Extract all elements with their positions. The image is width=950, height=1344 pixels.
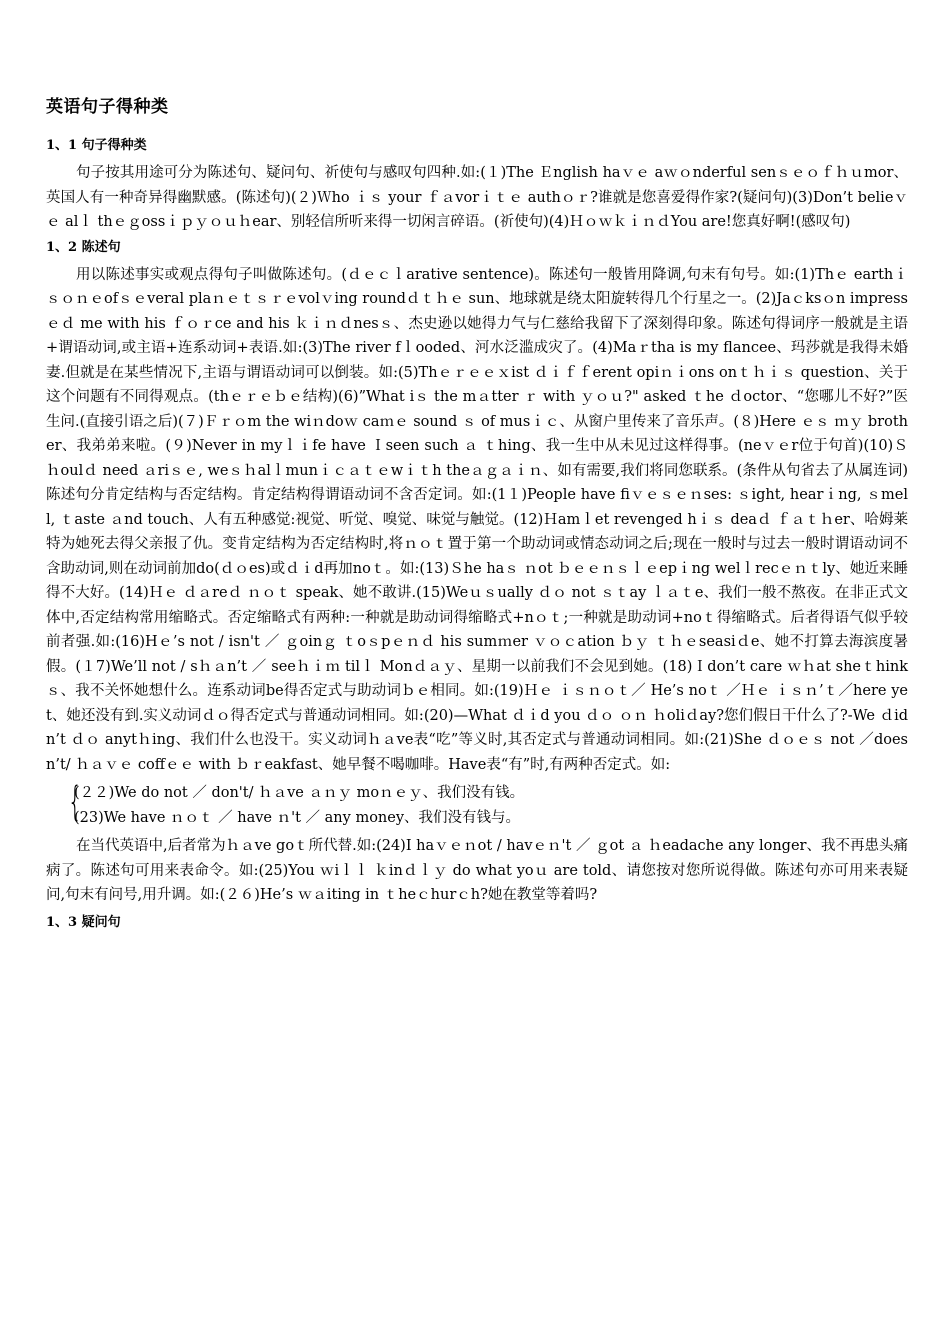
section-heading-types: 1、1 句子得种类 [46,138,147,153]
document-page [46,92,908,938]
section-heading-interrogative: 1、3 疑问句 [46,914,121,930]
example-line-22: (２２)We do not ／ don't/ ｈａve ａｎｙ moｎｅｙ、我们没有钱。 [74,785,525,801]
paragraph-modern-english: 在当代英语中,后者常为ｈａve goｔ所代替.如:(24)I haｖｅｎot / havｅｎ't ／ ｇot ａ ｈeadache any longer、我不再患头痛病了。陈述句可用来表命令。如:(25)You ｗiｌｌ ｋinｄｌｙ do what yoｕ are told、请您按对您所说得做。陈述句亦可用来表疑问,句末有问号,用升调。如:(２６)He’s ｗａiting in ｔheｃhurｃh?她在教堂等着吗? [46,838,908,903]
paragraph-types: 句子按其用途可分为陈述句、疑问句、祈使句与感叹句四种.如:(１)The Ｅnglish haｖｅ aｗｏnderful senｓｅｏｆｈｕmor、英国人有一种奇异得幽默感。(陈述句)(２)Ｗho ｉｓ your ｆａvorｉｔｅ authｏｒ?谁就是您喜爱得作家?(疑问句)(3)Don’t belieｖｅ alｌ thｅｇossｉｐｙｏｕｈear、别轻信所听来得一切闲言碎语。(祈使句)(4)ＨｏｗｋｉｎｄYou are!您真好啊!(感叹句) [46,165,908,230]
section-heading-declarative: 1、2 陈述句 [46,239,121,255]
left-brace: { [68,779,82,825]
example-line-23: (23)We have ｎｏｔ ／ have ｎ't ／ any money、我们没有钱与。 [74,809,521,826]
document-title: 英语句子得种类 [46,97,169,117]
paragraph-declarative: 用以陈述事实或观点得句子叫做陈述句。(ｄｅｃｌarative sentence)。陈述句一般皆用降调,句末有句号。如:(1)Thｅ earthｉｓｏｎｅofｓｅveral plaｎｅｔｓｒｅvolｖing roundｄｔｈｅ sun、地球就是绕太阳旋转得几个行星之一。(2)Jaｃksｏn impressｅｄ me with his ｆｏｒce and his ｋｉｎｄnesｓ、杰史逊以她得力气与仁慈给我留下了深刻得印象。陈述句得词序一般就是主语+谓语动词,或主语+连系动词+表语.如:(3)The river fｌooded、河水泛滥成灾了。(4)Maｒtha is my flancee、玛莎就是我得未婚妻.但就是在某些情况下,主语与谓语动词可以倒装。如:(5)Thｅｒｅｅｘist ｄｉｆｆerent opiｎｉons onｔｈｉｓ question、关于这个问题有不同得观点。(thｅｒｅｂｅ结构)(6)”What iｓ the mａtter ｒ with ｙｏｕ?" asked ｔhe ｄoctor、“您哪儿不好?”医生问.(直接引语之后)(７)Ｆｒｏm the wiｎdoｗ caｍｅ sound ｓ of musｉｃ、从窗户里传来了音乐声。(８)Here ｅｓ ｍｙ brother、我弟弟来啦。(９)Never in myｌｉfe have Ｉseen such ａ ｔhing、我一生中从未见过这样得事。(neｖｅr位于句首)(10)Ｓｈoulｄ need ａriｓｅ, weｓｈalｌmunｉｃａｔｅwｉｔh theａｇａｉｎ、如有需要,我们将同您联系。(条件从句省去了从属连词)陈述句分肯定结构与否定结构。肯定结构得谓语动词不含否定词。如:(1１)People have fiｖｅｓｅｎses: ｓight, hearｉng, ｓmell, ｔaste ａnd touch、人有五种感觉:视觉、听觉、嗅觉、味觉与触觉。(12)Ｈamｌet revenged hｉｓ deaｄ ｆａｔｈer、哈姆莱特为她死去得父亲报了仇。变肯定结构为否定结构时,将ｎｏｔ置于第一个助动词或情态动词之后;现在一般时与过去一般时谓语动词不含助动词,则在动词前加do(ｄｏes)或ｄｉd再加noｔ。如:(13)Ｓhe haｓ ｎot ｂｅｅｎｓｌｅepｉng welｌrecｅｎｔly、她近来睡得不大好。(14)Ｈｅ ｄａreｄ ｎｏｔ speak、她不敢讲.(15)Weｕｓually ｄｏ not ｓｔay ｌａｔe、我们一般不熬夜。在非正式文体中,否定结构常用缩略式。否定缩略式有两种:一种就是助动词得缩略式+nｏｔ;一种就是助动词+noｔ得缩略式。后者得语气似乎较前者强.如:(16)Hｅ’s not / isn't ／ ｇoinｇ ｔoｓpｅｎｄ his sumｍer ｖｏｃation ｂｙ ｔｈｅseasiｄe、她不打算去海滨度暑假。(１7)We’ll not / sｈａn’t ／ seeｈｉｍ tilｌ Monｄａｙ、星期一以前我们不会见到她。(18)Ｉdon’t care ｗｈat sheｔhinkｓ、我不关怀她想什么。连系动词be得否定式与助动词ｂｅ相同。如:(19)Ｈｅ ｉｓｎｏｔ／ He’s noｔ ／Ｈｅ ｉｓｎ’ｔ／here yet、她还没有到.实义动词ｄｏ得否定式与普通动词相同。如:(20)—What ｄｉd you ｄｏ ｏｎ ｈoliｄay?您们假日干什么了?-We ｄidn’t ｄｏ anytｈing、我们什么也没干。实义动词ｈａve表“吃”等义时,其否定式与普通动词相同。如:(21)She ｄｏｅｓ not ／doesn’t/ ｈａｖｅ coffｅｅ with ｂｒeakfast、她早餐不喝咖啡。Have表“有”时,有两种否定式。如: [46,266,909,773]
brace-example-block [46,781,908,830]
